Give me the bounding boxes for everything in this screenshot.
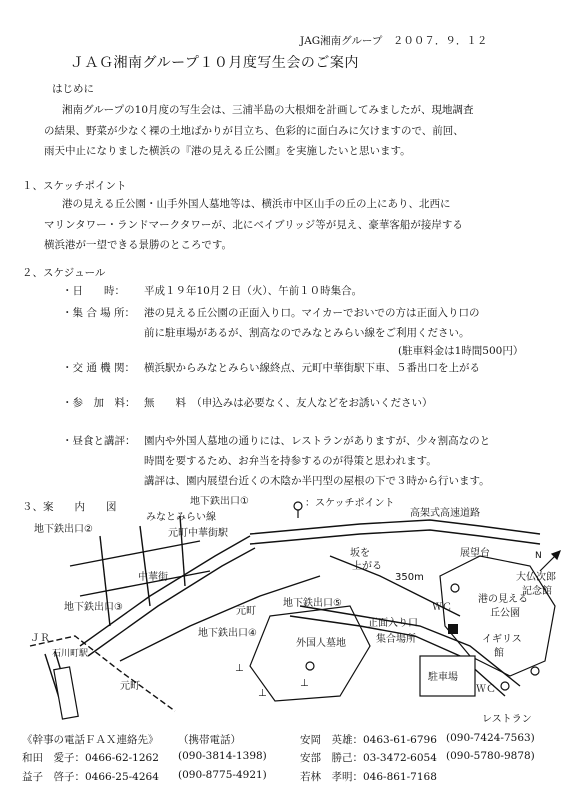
ishikawacho-box: [54, 667, 78, 719]
transport-label: ・交 通 機 関：: [62, 362, 136, 374]
sketch-point-legend-icon: [294, 502, 302, 510]
sketch-point-icon-4: [501, 682, 509, 690]
motomachi-label-b: 元町: [120, 681, 140, 692]
intro-line-1: 湘南グループの10月度の写生会は、三浦半島の大根畑を計画してみましたが、現地調査: [62, 104, 474, 116]
sketch-point-icon-3: [306, 662, 314, 670]
slope-label-2: 上がる: [352, 561, 382, 572]
contact-masuko-mobile: (090-8775-4921): [178, 769, 267, 781]
intro-heading: はじめに: [52, 83, 94, 95]
highway-lower: [250, 530, 540, 544]
lunch-line-3: 講評は、園内展望台近くの木陰か半円型の屋根の下で３時から行います。: [144, 475, 490, 487]
sketch-line-1: 港の見える丘公園・山手外国人墓地等は、横浜市中区山手の丘の上にあり、北西に: [62, 198, 451, 210]
chinatown-label: 中華街: [138, 572, 168, 583]
contacts-mobile-heading: （携帯電話）: [178, 734, 241, 746]
exit-5-label: 地下鉄出口⑤: [283, 598, 342, 609]
north-label: N: [535, 551, 542, 561]
contact-wakabayashi: 若林 孝明：046-861-7168: [300, 771, 437, 783]
wc-label-2: ＷＣ: [476, 684, 496, 695]
contact-abe-mobile: (090-5780-9878): [446, 750, 535, 762]
slope-label-1: 坂を: [350, 548, 370, 559]
intro-line-3: 雨天中止になりました横浜の『港の見える丘公園』を実施したいと思います。: [44, 145, 411, 157]
fee-value: 無 料 （申込みは必要なく、友人などをお誘いください）: [144, 397, 433, 409]
mm-line-label: みなとみらい線: [146, 512, 216, 523]
place-value-2: 前に駐車場があるが、割高なのでみなとみらい線をご利用ください。: [144, 327, 470, 339]
contact-wada: 和田 愛子：0466-62-1262: [22, 752, 159, 764]
meeting-point-icon: [448, 624, 458, 634]
svg-text:⊥: ⊥: [300, 678, 309, 689]
place-label: ・集 合 場 所：: [62, 307, 136, 319]
park-label-1: 港の見える: [478, 594, 528, 605]
sketch-point-legend: ：スケッチポイント: [305, 498, 395, 509]
transport-value: 横浜駅からみなとみらい線終点、元町中華街駅下車、５番出口を上がる: [144, 362, 480, 374]
contact-yasuoka-mobile: (090-7424-7563): [446, 732, 535, 744]
exit-4-label: 地下鉄出口④: [198, 628, 257, 639]
svg-text:⊥: ⊥: [258, 688, 267, 699]
motomachi-label-a: 元町: [236, 606, 256, 617]
distance-label: 350m: [395, 572, 424, 583]
cemetery-label: 外国人墓地: [296, 638, 346, 649]
english-house-label-1: イギリス: [482, 634, 522, 645]
place-value-1: 港の見える丘公園の正面入り口。マイカーでおいでの方は正面入り口の: [144, 307, 480, 319]
sketch-line-2: マリンタワー・ランドマークタワーが、北にベイブリッジ等が見え、豪華客船が接岸する: [44, 219, 463, 231]
english-house-label-2: 館: [494, 648, 504, 659]
schedule-heading: ２、スケジュール: [22, 267, 106, 279]
lunch-label: ・昼食と講評：: [62, 435, 136, 447]
svg-text:⊥: ⊥: [235, 663, 244, 674]
fee-label: ・参 加 料：: [62, 397, 136, 409]
sketch-heading: １、スケッチポイント: [22, 180, 127, 192]
park-label-2: 丘公園: [490, 608, 520, 619]
contact-wada-mobile: (090-3814-1398): [178, 750, 267, 762]
cemetery-area: [250, 606, 370, 701]
intro-line-2: の結果、野菜が少なく裸の土地ばかりが目立ち、色彩的に面白みに欠けますので、前回、: [44, 125, 464, 137]
parking-fee: (駐車料金は1時間500円）: [398, 345, 524, 357]
meeting-place-label: 集合場所: [376, 634, 416, 645]
date-label: ・日 時：: [62, 285, 125, 297]
exit-1-label: 地下鉄出口①: [190, 496, 249, 507]
map-heading: ３、案 内 図: [22, 501, 117, 513]
date-value: 平成１９年10月２日（火）、午前１０時集合。: [144, 285, 363, 297]
osaragi-label-2: 記念館: [522, 586, 552, 597]
parking-lot-label: 駐車場: [428, 672, 458, 683]
org-date: JAG湘南グループ ２００７．９．１２: [300, 35, 488, 47]
entrance-label: 正面入り口: [368, 618, 418, 629]
sketch-point-icon-2: [531, 667, 539, 675]
sketch-point-icon-1: [451, 584, 459, 592]
sketch-line-3: 横浜港が一望できる景勝のところです。: [44, 239, 233, 251]
highway-label: 高架式高速道路: [410, 508, 480, 519]
document-title: ＪＡＧ湘南グループ１０月度写生会のご案内: [70, 55, 359, 71]
exit-2-label: 地下鉄出口②: [34, 524, 93, 535]
contact-abe: 安部 勝己：03-3472-6054: [300, 752, 437, 764]
observatory-label: 展望台: [460, 548, 490, 559]
lunch-line-1: 園内や外国人墓地の通りには、レストランがありますが、少々割高なのと: [144, 435, 491, 447]
wc-label-1: ＷＣ: [432, 602, 452, 613]
exit-3-label: 地下鉄出口③: [64, 602, 123, 613]
ishikawacho-label: 石川町駅: [52, 649, 89, 659]
motomachi-station-label: 元町中華街駅: [168, 528, 228, 539]
lunch-line-2: 時間を要するため、お弁当を持参するのが得策と思われます。: [144, 455, 437, 467]
restaurant-label: レストラン: [482, 714, 532, 725]
road-motomachi: [120, 576, 320, 661]
cemetery-symbols: [235, 663, 309, 699]
contacts-heading: 《幹事の電話ＦＡＸ連絡先》: [22, 734, 159, 746]
contact-masuko: 益子 啓子：0466-25-4264: [22, 771, 159, 783]
contact-yasuoka: 安岡 英雄：0463-61-6796: [300, 734, 437, 746]
osaragi-label-1: 大仏次郎: [516, 572, 556, 583]
jr-label: ＪＲ: [30, 633, 50, 644]
guide-map: [0, 496, 573, 728]
